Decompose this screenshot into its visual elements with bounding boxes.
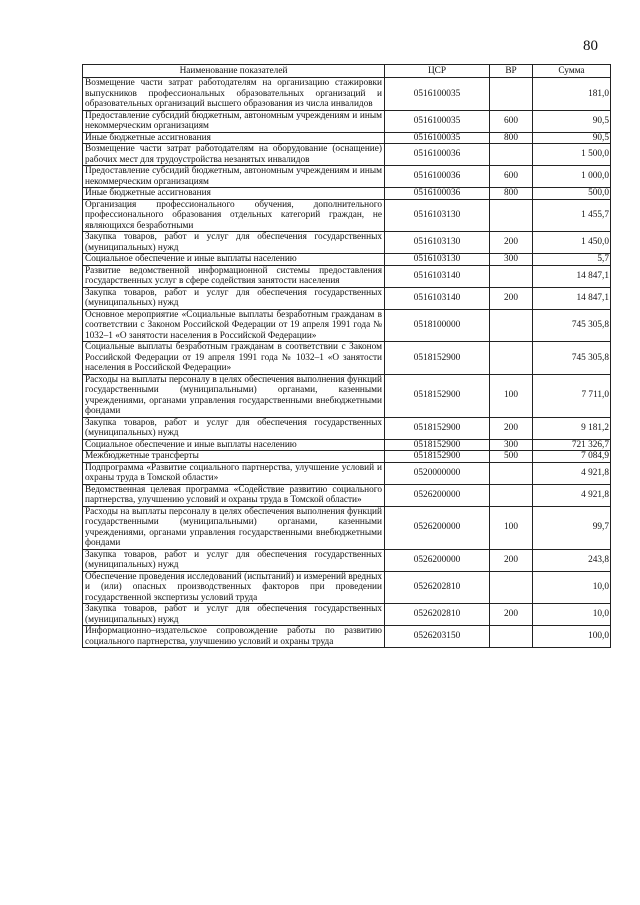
cell-csr: 0518152900 (385, 374, 490, 417)
header-sum: Сумма (533, 65, 611, 78)
header-csr: ЦСР (385, 65, 490, 78)
cell-csr: 0516100036 (385, 188, 490, 200)
table-body (83, 78, 611, 648)
cell-csr: 0516100036 (385, 144, 490, 166)
cell-vr: 600 (490, 110, 533, 132)
cell-name: Межбюджетные трансферты (83, 451, 385, 463)
cell-name: Организация профессионального обучения, дополнительного профессионального образования отдельных категорий граждан, не являющихся безработными (83, 199, 385, 232)
cell-vr: 200 (490, 287, 533, 309)
cell-name: Предоставление субсидий бюджетным, автономным учреждениям и иным некоммерческим организациям (83, 166, 385, 188)
table-row (83, 78, 611, 111)
cell-vr (490, 342, 533, 375)
cell-csr: 0516103140 (385, 265, 490, 287)
cell-sum: 1 450,0 (533, 232, 611, 254)
cell-vr (490, 484, 533, 506)
budget-table (82, 64, 611, 648)
cell-vr (490, 199, 533, 232)
table-row (83, 132, 611, 144)
cell-sum: 10,0 (533, 571, 611, 604)
cell-vr: 300 (490, 439, 533, 451)
table-row (83, 144, 611, 166)
cell-name: Социальное обеспечение и иные выплаты населению (83, 439, 385, 451)
cell-csr: 0520000000 (385, 462, 490, 484)
cell-vr (490, 462, 533, 484)
table-row (83, 462, 611, 484)
table-row (83, 254, 611, 266)
cell-csr: 0518152900 (385, 417, 490, 439)
cell-csr: 0516103140 (385, 287, 490, 309)
cell-name: Закупка товаров, работ и услуг для обеспечения государственных (муниципальных) нужд (83, 232, 385, 254)
cell-csr: 0516100035 (385, 132, 490, 144)
table-row (83, 199, 611, 232)
table-row (83, 571, 611, 604)
cell-name: Закупка товаров, работ и услуг для обеспечения государственных (муниципальных) нужд (83, 287, 385, 309)
cell-name: Закупка товаров, работ и услуг для обеспечения государственных (муниципальных) нужд (83, 417, 385, 439)
cell-vr: 500 (490, 451, 533, 463)
cell-name: Подпрограмма «Развитие социального партнерства, улучшение условий и охраны труда в Томской области» (83, 462, 385, 484)
cell-name: Расходы на выплаты персоналу в целях обеспечения выполнения функций государственными (муниципальными) органами, казенными учреждениями, органами управления государственными внебюджетными фондами (83, 506, 385, 549)
cell-csr: 0518152900 (385, 451, 490, 463)
cell-name: Закупка товаров, работ и услуг для обеспечения государственных (муниципальных) нужд (83, 604, 385, 626)
table-row (83, 417, 611, 439)
cell-csr: 0526202810 (385, 604, 490, 626)
cell-sum: 1 455,7 (533, 199, 611, 232)
table-row (83, 309, 611, 342)
cell-vr: 100 (490, 506, 533, 549)
cell-csr: 0516103130 (385, 254, 490, 266)
table-row (83, 110, 611, 132)
cell-sum: 1 000,0 (533, 166, 611, 188)
cell-name: Ведомственная целевая программа «Содействие развитию социального партнерства, улучшению условий и охраны труда в Томской области» (83, 484, 385, 506)
table-row (83, 439, 611, 451)
cell-sum: 1 500,0 (533, 144, 611, 166)
cell-csr: 0516103130 (385, 232, 490, 254)
table-row (83, 287, 611, 309)
cell-sum: 7 084,9 (533, 451, 611, 463)
table-row (83, 166, 611, 188)
cell-name: Основное мероприятие «Социальные выплаты безработным гражданам в соответствии с Законом Российской Федерации от 19 апреля 1991 года № 1032–1 «О занятости населения в Российской Федерации» (83, 309, 385, 342)
cell-sum: 7 711,0 (533, 374, 611, 417)
cell-vr: 200 (490, 232, 533, 254)
cell-sum: 181,0 (533, 78, 611, 111)
cell-sum: 90,5 (533, 110, 611, 132)
cell-name: Расходы на выплаты персоналу в целях обеспечения выполнения функций государственными (муниципальными) органами, казенными учреждениями, органами управления государственными внебюджетными фондами (83, 374, 385, 417)
cell-sum: 100,0 (533, 626, 611, 648)
cell-name: Возмещение части затрат работодателям на оборудование (оснащение) рабочих мест для трудоустройства незанятых инвалидов (83, 144, 385, 166)
cell-sum: 5,7 (533, 254, 611, 266)
cell-csr: 0516100035 (385, 78, 490, 111)
cell-vr (490, 309, 533, 342)
cell-vr (490, 265, 533, 287)
cell-sum: 14 847,1 (533, 265, 611, 287)
cell-vr (490, 571, 533, 604)
cell-sum: 500,0 (533, 188, 611, 200)
table-row (83, 451, 611, 463)
cell-vr: 800 (490, 132, 533, 144)
cell-sum: 745 305,8 (533, 342, 611, 375)
cell-sum: 9 181,2 (533, 417, 611, 439)
cell-name: Иные бюджетные ассигнования (83, 188, 385, 200)
cell-csr: 0518152900 (385, 342, 490, 375)
table-row (83, 626, 611, 648)
cell-csr: 0516100036 (385, 166, 490, 188)
cell-vr: 200 (490, 604, 533, 626)
cell-name: Закупка товаров, работ и услуг для обеспечения государственных (муниципальных) нужд (83, 549, 385, 571)
page-number: 80 (583, 38, 598, 54)
cell-name: Развитие ведомственной информационной системы предоставления государственных услуг в сфере содействия занятости населения (83, 265, 385, 287)
cell-csr: 0526200000 (385, 549, 490, 571)
cell-name: Обеспечение проведения исследований (испытаний) и измерений вредных и (или) опасных производственных факторов при проведении государственной экспертизы условий труда (83, 571, 385, 604)
cell-vr: 200 (490, 417, 533, 439)
header-vr: ВР (490, 65, 533, 78)
cell-sum: 721 326,7 (533, 439, 611, 451)
cell-name: Социальные выплаты безработным гражданам в соответствии с Законом Российской Федерации от 19 апреля 1991 года № 1032–1 «О занятости населения в Российской Федерации» (83, 342, 385, 375)
cell-vr: 300 (490, 254, 533, 266)
table-row (83, 232, 611, 254)
table-row (83, 604, 611, 626)
table-row (83, 506, 611, 549)
cell-csr: 0526203150 (385, 626, 490, 648)
cell-csr: 0516100035 (385, 110, 490, 132)
cell-name: Информационно–издательское сопровождение работы по развитию социального партнерства, улучшению условий и охраны труда (83, 626, 385, 648)
cell-name: Предоставление субсидий бюджетным, автономным учреждениям и иным некоммерческим организациям (83, 110, 385, 132)
cell-vr: 100 (490, 374, 533, 417)
cell-csr: 0518100000 (385, 309, 490, 342)
cell-name: Иные бюджетные ассигнования (83, 132, 385, 144)
cell-vr (490, 626, 533, 648)
cell-csr: 0516103130 (385, 199, 490, 232)
cell-sum: 10,0 (533, 604, 611, 626)
cell-sum: 14 847,1 (533, 287, 611, 309)
cell-vr: 200 (490, 549, 533, 571)
table-row (83, 188, 611, 200)
cell-csr: 0518152900 (385, 439, 490, 451)
header-name: Наименование показателей (83, 65, 385, 78)
cell-sum: 99,7 (533, 506, 611, 549)
cell-sum: 745 305,8 (533, 309, 611, 342)
table-row (83, 342, 611, 375)
cell-vr: 600 (490, 166, 533, 188)
table-row (83, 374, 611, 417)
cell-sum: 4 921,8 (533, 484, 611, 506)
cell-csr: 0526200000 (385, 484, 490, 506)
table-header-row (83, 65, 611, 78)
cell-name: Возмещение части затрат работодателям на организацию стажировки выпускников профессиональных образовательных организаций и образовательных организаций высшего образования из числа инвалидов (83, 78, 385, 111)
cell-vr: 800 (490, 188, 533, 200)
cell-sum: 243,8 (533, 549, 611, 571)
table-row (83, 484, 611, 506)
table-row (83, 265, 611, 287)
cell-vr (490, 144, 533, 166)
cell-vr (490, 78, 533, 111)
cell-csr: 0526202810 (385, 571, 490, 604)
cell-sum: 90,5 (533, 132, 611, 144)
cell-name: Социальное обеспечение и иные выплаты населению (83, 254, 385, 266)
table-row (83, 549, 611, 571)
cell-csr: 0526200000 (385, 506, 490, 549)
cell-sum: 4 921,8 (533, 462, 611, 484)
